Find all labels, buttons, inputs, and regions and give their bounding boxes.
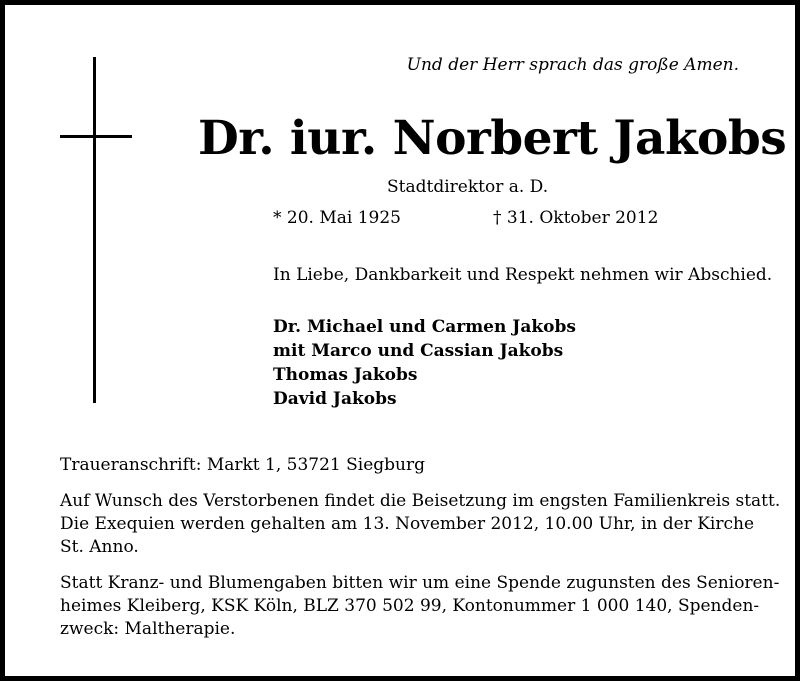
death-date: † 31. Oktober 2012 [493, 208, 659, 228]
cross-icon-bar [60, 135, 132, 138]
text-line: Statt Kranz- und Blumengaben bitten wir um eine Spende zugunsten des Senioren- [60, 573, 780, 593]
mourner: David Jakobs [273, 389, 397, 409]
burial-info [60, 490, 781, 559]
mourner: mit Marco und Cassian Jakobs [273, 341, 564, 361]
donation-info [60, 572, 780, 641]
text-line: heimes Kleiberg, KSK Köln, BLZ 370 502 99, Kontonummer 1 000 140, Spenden- [60, 596, 760, 616]
mourner: Dr. Michael und Carmen Jakobs [273, 317, 576, 337]
birth-date: * 20. Mai 1925 [273, 208, 401, 228]
mourning-address: Traueranschrift: Markt 1, 53721 Siegburg [60, 455, 426, 475]
text-line: Die Exequien werden gehalten am 13. November 2012, 10.00 Uhr, in der Kirche [60, 514, 755, 534]
deceased-title: Stadtdirektor a. D. [387, 177, 549, 197]
mourner: Thomas Jakobs [273, 365, 418, 385]
text-line: zweck: Maltherapie. [60, 619, 236, 639]
cross-icon [93, 57, 96, 403]
motto: Und der Herr sprach das große Amen. [406, 55, 739, 75]
farewell-line: In Liebe, Dankbarkeit und Respekt nehmen wir Abschied. [273, 265, 773, 285]
mourners-list [273, 315, 576, 411]
text-line: Auf Wunsch des Verstorbenen findet die Beisetzung im engsten Familienkreis statt. [60, 491, 781, 511]
text-line: St. Anno. [60, 537, 139, 557]
deceased-name: Dr. iur. Norbert Jakobs [198, 111, 787, 166]
